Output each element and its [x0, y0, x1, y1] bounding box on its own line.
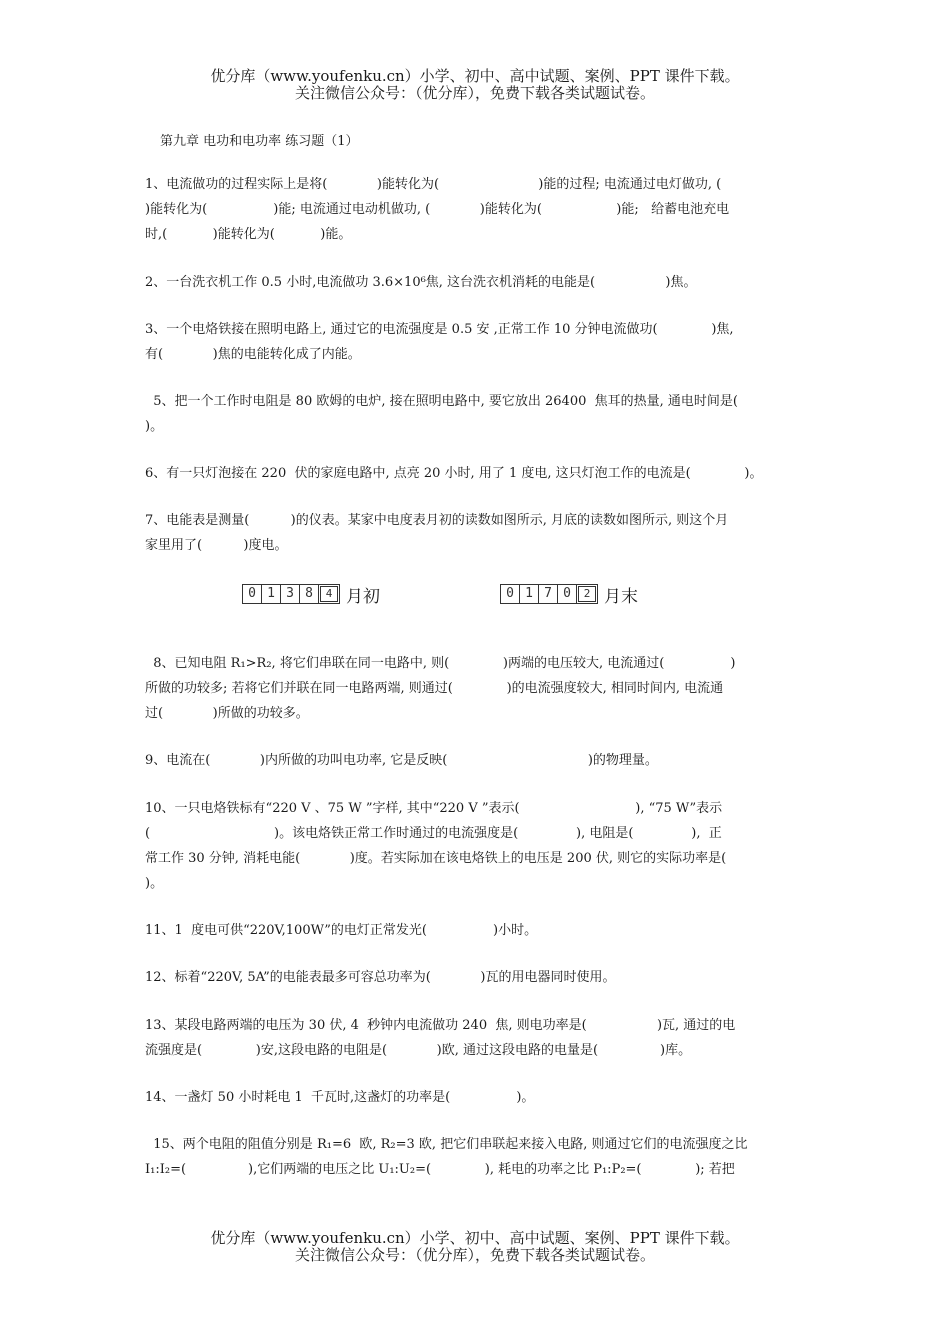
question-14: 14、一盏灯 50 小时耗电 1 千瓦时,这盏灯的功率是( )。: [145, 1090, 535, 1105]
question-9: 9、电流在( )内所做的功叫电功率, 它是反映( )的物理量。: [145, 753, 658, 768]
question-1: 1、电流做功的过程实际上是将( )能转化为( )能的过程; 电流通过电灯做功, ( )能转化为( )能; 电流通过电动机做功, ( )能转化为( )能; 给蓄电池充电 时,( )能转化为( )能。: [145, 177, 730, 242]
question-10: 10、一只电烙铁标有“220 V 、75 W ”字样, 其中“220 V ”表示( ), “75 W”表示 ( )。该电烙铁正常工作时通过的电流强度是( ), 电阻是( ), 正 常工作 30 分钟, 消耗电能( )度。若实际加在该电烙铁上的电压是 200 伏, 则它的实际功率是( )。: [145, 801, 727, 891]
meter-digit: 8: [300, 585, 319, 603]
question-5: 5、把一个工作时电阻是 80 欧姆的电炉, 接在照明电路中, 要它放出 26400 焦耳的热量, 通电时间是( )。: [145, 394, 738, 434]
meter-digit: 3: [281, 585, 300, 603]
question-8: 8、已知电阻 R₁>R₂, 将它们串联在同一电路中, 则( )两端的电压较大, 电流通过( ) 所做的功较多; 若将它们并联在同一电路两端, 则通过( )的电流强度较大, 相同时间内, 电流通 过( )所做的功较多。: [145, 656, 736, 721]
meter-start-label: 月初: [346, 586, 380, 607]
meter-digit: 7: [539, 585, 558, 603]
header-line-1: 优分库（www.youfenku.cn）小学、初中、高中试题、案例、PPT 课件下载。: [210, 67, 740, 85]
question-15: 15、两个电阻的阻值分别是 R₁=6 欧, R₂=3 欧, 把它们串联起来接入电路, 则通过它们的电流强度之比 I₁:I₂=( ),它们两端的电压之比 U₁:U₂=( ), 耗电的功率之比 P₁:P₂=( ); 若把: [145, 1137, 748, 1177]
meter-digit: 0: [501, 585, 520, 603]
meter-decimal-digit: 4: [320, 586, 338, 602]
meter-end-label: 月末: [604, 586, 638, 607]
meter-digit: 0: [558, 585, 577, 603]
meter-reading-start: [242, 583, 380, 605]
chapter-title: 第九章 电功和电功率 练习题（1）: [160, 134, 359, 149]
question-3: 3、一个电烙铁接在照明电路上, 通过它的电流强度是 0.5 安 ,正常工作 10 分钟电流做功( )焦, 有( )焦的电能转化成了内能。: [145, 322, 734, 362]
meter-digit: 1: [520, 585, 539, 603]
question-12: 12、标着“220V, 5A”的电能表最多可容总功率为( )瓦的用电器同时使用。: [145, 970, 616, 985]
question-7: 7、电能表是测量( )的仪表。某家中电度表月初的读数如图所示, 月底的读数如图所示, 则这个月 家里用了( )度电。: [145, 513, 729, 553]
page-header-top: [0, 68, 950, 102]
question-2: 2、一台洗衣机工作 0.5 小时,电流做功 3.6×10⁶焦, 这台洗衣机消耗的电能是( )焦。: [145, 275, 697, 290]
header-line-2: 关注微信公众号：（优分库），免费下载各类试题试卷。: [294, 84, 655, 102]
meter-start-digits: [242, 584, 340, 604]
meter-decimal-digit: 2: [578, 586, 596, 602]
meter-digit: 0: [243, 585, 262, 603]
meter-end-digits: [500, 584, 598, 604]
question-11: 11、1 度电可供“220V,100W”的电灯正常发光( )小时。: [145, 923, 538, 938]
page-footer: [0, 1230, 950, 1264]
question-6: 6、有一只灯泡接在 220 伏的家庭电路中, 点亮 20 小时, 用了 1 度电, 这只灯泡工作的电流是( )。: [145, 466, 763, 481]
footer-line-2: 关注微信公众号：（优分库），免费下载各类试题试卷。: [294, 1246, 655, 1264]
question-13: 13、某段电路两端的电压为 30 伏, 4 秒钟内电流做功 240 焦, 则电功率是( )瓦, 通过的电 流强度是( )安,这段电路的电阻是( )欧, 通过这段电路的电量是( )库。: [145, 1018, 736, 1058]
meter-digit: 1: [262, 585, 281, 603]
footer-line-1: 优分库（www.youfenku.cn）小学、初中、高中试题、案例、PPT 课件下载。: [210, 1229, 740, 1247]
meter-reading-end: [500, 583, 638, 605]
